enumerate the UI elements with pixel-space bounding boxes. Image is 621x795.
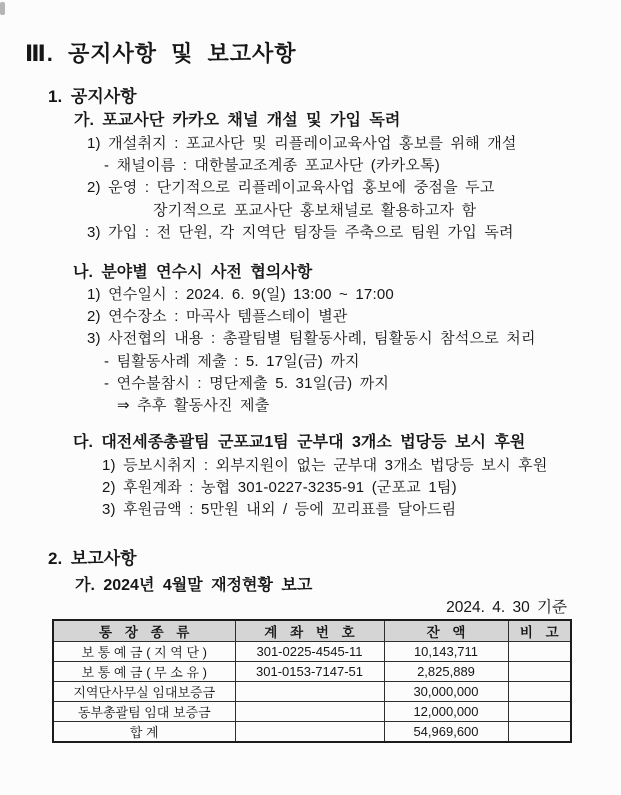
table-row <box>53 682 571 702</box>
notice-item-a-heading: 가. 포교사단 카카오 채널 개설 및 가입 독려 <box>74 112 401 129</box>
note-cell <box>508 642 571 662</box>
notice-item-a-lines <box>0 133 621 244</box>
notice-line: 장기적으로 포교사단 홍보채널로 활용하고자 함 <box>153 201 477 219</box>
account-type-cell: 보 통 예 금 ( 무 소 유 ) <box>53 662 235 682</box>
balance-cell: 2,825,889 <box>384 662 508 682</box>
note-cell <box>508 702 571 722</box>
balance-cell: 10,143,711 <box>384 642 508 662</box>
account-number-cell: 301-0153-7147-51 <box>235 662 384 682</box>
account-type-cell: 합 계 <box>53 722 235 743</box>
note-cell <box>508 682 571 702</box>
notice-section-heading: 1. 공지사항 <box>48 87 137 106</box>
account-type-cell: 보 통 예 금 ( 지 역 단 ) <box>53 642 235 662</box>
report-section-heading: 2. 보고사항 <box>48 549 137 568</box>
scan-artifact <box>0 2 5 15</box>
notice-item-c-lines <box>0 455 621 522</box>
notice-item-c-heading: 다. 대전세종총괄팀 군포교1팀 군부대 3개소 법당등 보시 후원 <box>73 434 526 451</box>
account-number-cell <box>235 682 384 702</box>
notice-line: 1) 등보시취지 : 외부지원이 없는 군부대 3개소 법당등 보시 후원 <box>102 457 548 474</box>
table-row-total <box>53 722 571 743</box>
col-header-account-type: 통 장 종 류 <box>53 620 235 642</box>
account-number-cell <box>235 722 384 743</box>
report-subheading: 가. 2024년 4월말 재정현황 보고 <box>75 577 313 594</box>
table-header-row <box>53 620 571 642</box>
notice-line: 1) 개설취지 : 포교사단 및 리플레이교육사업 홍보를 위해 개설 <box>87 135 517 152</box>
notice-line: 2) 후원계좌 : 농협 301-0227-3235-91 (군포교 1팀) <box>102 479 457 497</box>
col-header-note: 비 고 <box>508 620 571 642</box>
notice-line: 3) 가입 : 전 단원, 각 지역단 팀장들 주축으로 팀원 가입 독려 <box>87 223 514 241</box>
notice-line: - 팀활동사례 제출 : 5. 17일(금) 까지 <box>104 352 360 370</box>
account-type-cell: 동부총괄팀 임대 보증금 <box>53 702 235 722</box>
notice-line: 1) 연수일시 : 2024. 6. 9(일) 13:00 ~ 17:00 <box>87 286 394 303</box>
notice-line: 3) 사전협의 내용 : 총괄팀별 팀활동사례, 팀활동시 참석으로 처리 <box>87 330 536 348</box>
balance-cell: 54,969,600 <box>384 722 508 743</box>
table-row <box>53 662 571 682</box>
notice-item-b-lines <box>0 284 621 417</box>
col-header-account-number: 계 좌 번 호 <box>235 620 384 642</box>
notice-line: - 연수불참시 : 명단제출 5. 31일(금) 까지 <box>104 374 390 392</box>
finance-table <box>52 619 572 743</box>
table-row <box>53 702 571 722</box>
balance-cell: 12,000,000 <box>384 702 508 722</box>
table-row <box>53 642 571 662</box>
page-title: Ⅲ. 공지사항 및 보고사항 <box>25 41 297 66</box>
col-header-balance: 잔 액 <box>384 620 508 642</box>
notice-line: 2) 연수장소 : 마곡사 템플스테이 별관 <box>87 308 348 326</box>
account-type-cell: 지역단사무실 임대보증금 <box>53 682 235 702</box>
notice-line: 2) 운영 : 단기적으로 리플레이교육사업 홍보에 중점을 두고 <box>87 179 495 197</box>
notice-line: ⇒ 추후 활동사진 제출 <box>117 397 270 415</box>
account-number-cell: 301-0225-4545-11 <box>235 642 384 662</box>
notice-line: 3) 후원금액 : 5만원 내외 / 등에 꼬리표를 달아드림 <box>102 501 457 519</box>
note-cell <box>508 662 571 682</box>
note-cell <box>508 722 571 743</box>
account-number-cell <box>235 702 384 722</box>
notice-item-b-heading: 나. 분야별 연수시 사전 협의사항 <box>73 264 313 281</box>
notice-line: - 채널이름 : 대한불교조계종 포교사단 (카카오톡) <box>104 157 440 175</box>
balance-cell: 30,000,000 <box>384 682 508 702</box>
as-of-date: 2024. 4. 30 기준 <box>446 599 567 616</box>
